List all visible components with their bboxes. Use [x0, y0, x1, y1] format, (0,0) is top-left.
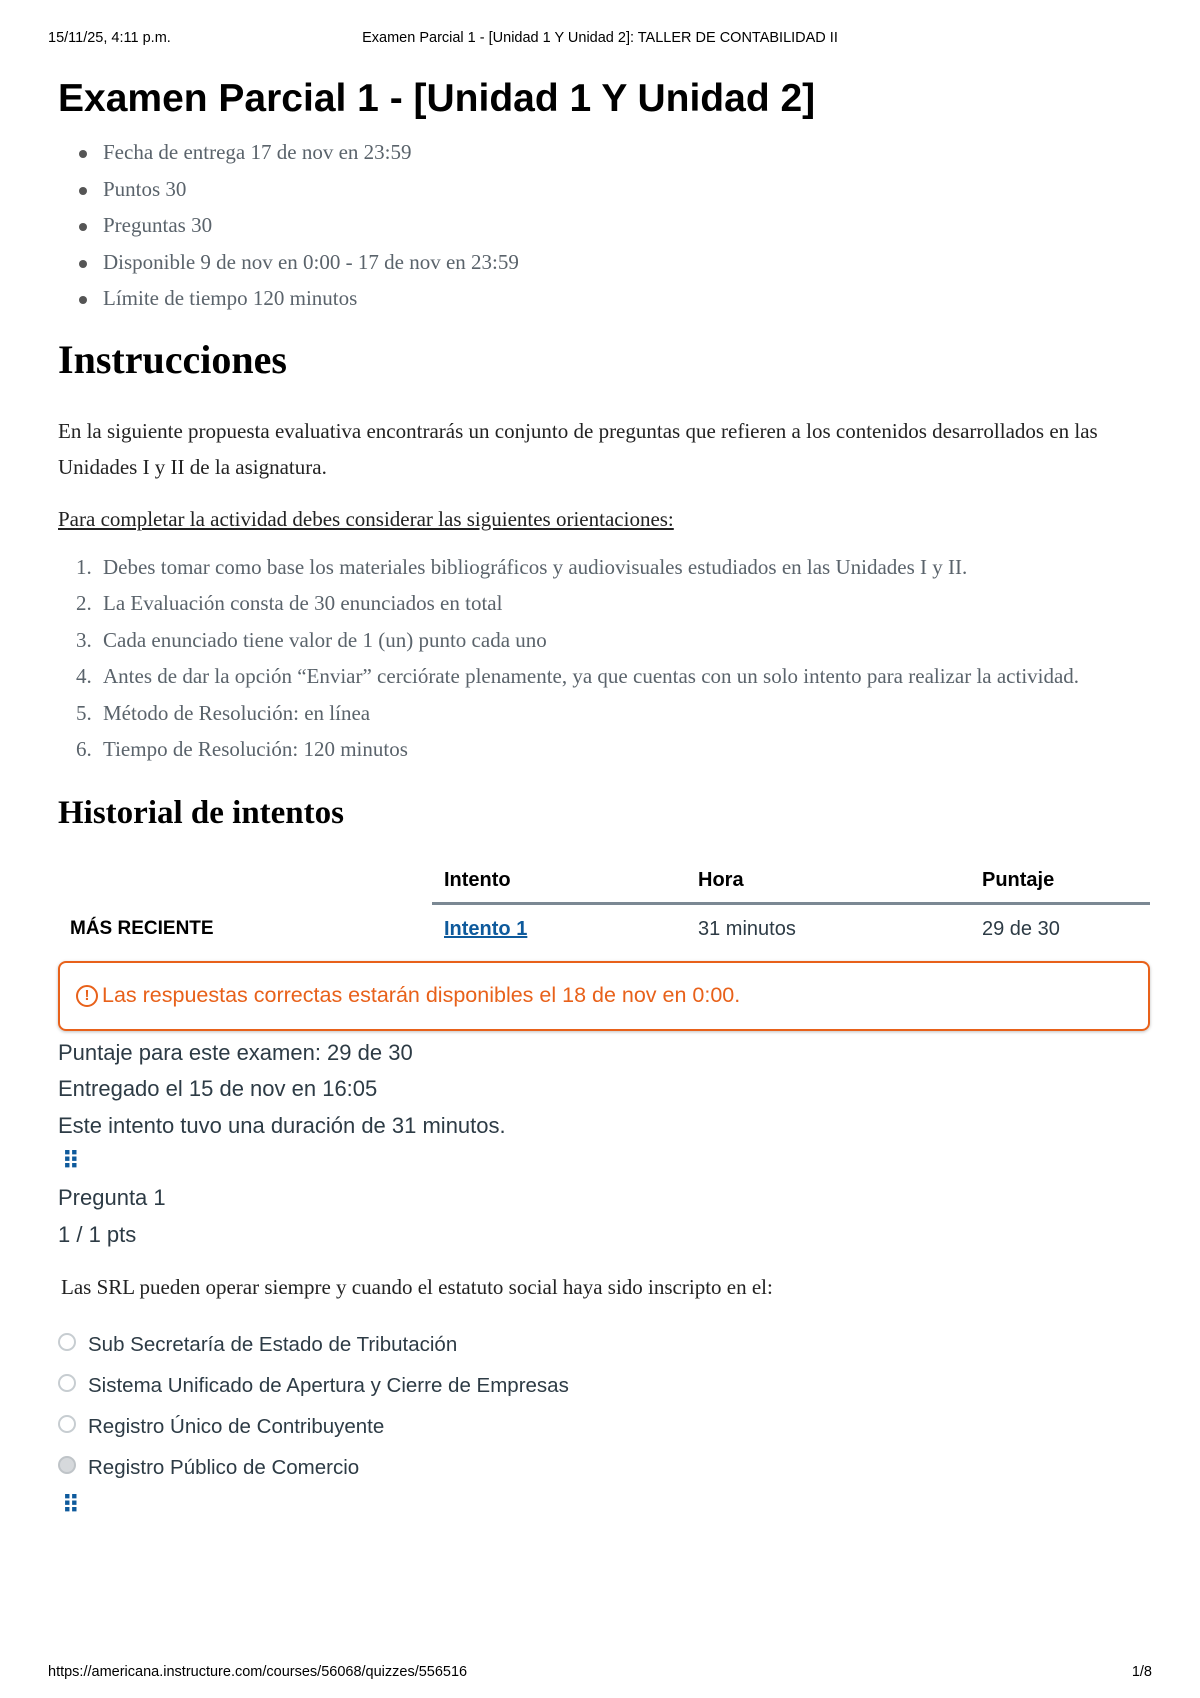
answer-text: Sub Secretaría de Estado de Tributación — [88, 1332, 458, 1356]
alert-text: Las respuestas correctas estarán disponibles el 18 de nov en 0:00. — [102, 983, 741, 1007]
quiz-title: Examen Parcial 1 - [Unidad 1 Y Unidad 2] — [58, 77, 816, 120]
table-row — [58, 903, 1150, 955]
question-points: 1 / 1 pts — [58, 1221, 137, 1247]
attempt-history-heading: Historial de intentos — [58, 794, 344, 831]
step-text: Tiempo de Resolución: 120 minutos — [103, 737, 408, 761]
step-text: Cada enunciado tiene valor de 1 (un) punto cada uno — [103, 627, 547, 652]
detail-questions: Preguntas 30 — [58, 207, 1150, 244]
score-cell: 29 de 30 — [982, 918, 1060, 940]
step-number: 6. — [76, 737, 92, 761]
step-text: Debes tomar como base los materiales bibliográficos y audiovisuales estudiados en las Unidades I y II. — [103, 554, 968, 579]
answer-text: Registro Público de Comercio — [88, 1455, 360, 1479]
step-number: 2. — [76, 591, 92, 615]
radio-button[interactable] — [58, 1415, 76, 1433]
step-item — [58, 731, 1150, 768]
answer-option[interactable] — [58, 1447, 1150, 1488]
drag-handle-icon[interactable]: ⠿ — [62, 1148, 79, 1175]
question-label: Pregunta 1 — [58, 1185, 166, 1210]
orientation-label: Para completar la actividad debes considerar las siguientes orientaciones: — [58, 506, 674, 531]
step-item — [58, 658, 1150, 695]
detail-points: Puntos 30 — [58, 171, 1150, 208]
column-header-time: Hora — [686, 860, 970, 904]
correct-answers-alert — [58, 961, 1150, 1031]
step-item — [58, 585, 1150, 622]
page-url: https://americana.instructure.com/courses/56068/quizzes/556516 — [48, 1664, 468, 1680]
submitted-summary: Entregado el 15 de nov en 16:05 — [58, 1076, 378, 1101]
step-item — [58, 622, 1150, 659]
radio-button[interactable] — [58, 1333, 76, 1351]
drag-handle-icon[interactable]: ⠿ — [62, 1492, 79, 1519]
answer-list — [58, 1324, 1150, 1488]
column-header-blank — [58, 860, 432, 904]
detail-available: Disponible 9 de nov en 0:00 - 17 de nov en 23:59 — [58, 244, 1150, 281]
attempt-link[interactable]: Intento 1 — [444, 918, 528, 940]
table-header-row — [58, 860, 1150, 904]
attempt-cell — [432, 903, 686, 955]
time-cell: 31 minutos — [698, 918, 796, 940]
step-item — [58, 695, 1150, 732]
attempt-history-table — [58, 860, 1150, 955]
most-recent-label: MÁS RECIENTE — [70, 917, 214, 939]
step-item — [58, 549, 1150, 586]
step-text: Antes de dar la opción “Enviar” cerciórate plenamente, ya que cuentas con un solo intento para realizar la actividad. — [103, 664, 1080, 688]
radio-button[interactable] — [58, 1374, 76, 1392]
instructions-heading: Instrucciones — [58, 336, 287, 382]
answer-text: Sistema Unificado de Apertura y Cierre de Empresas — [88, 1373, 569, 1397]
print-page-title: Examen Parcial 1 - [Unidad 1 Y Unidad 2]: TALLER DE CONTABILIDAD II — [362, 30, 838, 46]
instructions-intro: En la siguiente propuesta evaluativa encontrarás un conjunto de preguntas que refieren a los contenidos desarrollados en las Unidades I y II de la asignatura. — [58, 418, 1098, 479]
page-number: 1/8 — [1131, 1664, 1152, 1680]
quiz-details-list — [58, 134, 1150, 317]
question-text: Las SRL pueden operar siempre y cuando el estatuto social haya sido inscripto en el: — [61, 1275, 773, 1299]
answer-option[interactable] — [58, 1324, 1150, 1365]
detail-time-limit: Límite de tiempo 120 minutos — [58, 280, 1150, 317]
column-header-score: Puntaje — [970, 860, 1150, 904]
print-date: 15/11/25, 4:11 p.m. — [48, 30, 171, 46]
warning-icon: ! — [76, 985, 98, 1007]
step-text: Método de Resolución: en línea — [103, 700, 371, 725]
attempt-summary — [58, 1035, 1150, 1145]
column-header-attempt: Intento — [432, 860, 686, 904]
step-number: 4. — [76, 664, 92, 688]
detail-due-date: Fecha de entrega 17 de nov en 23:59 — [58, 134, 1150, 171]
quiz-page — [58, 72, 1150, 1524]
answer-option[interactable] — [58, 1406, 1150, 1447]
instructions-steps — [58, 549, 1150, 768]
score-summary: Puntaje para este examen: 29 de 30 — [58, 1039, 413, 1065]
answer-text: Registro Único de Contribuyente — [88, 1414, 385, 1438]
print-header — [48, 30, 1152, 50]
step-number: 3. — [76, 627, 92, 652]
step-number: 1. — [76, 554, 92, 579]
step-number: 5. — [76, 700, 92, 725]
step-text: La Evaluación consta de 30 enunciados en total — [103, 591, 503, 615]
print-footer — [48, 1664, 1152, 1684]
duration-summary: Este intento tuvo una duración de 31 minutos. — [58, 1112, 506, 1138]
answer-option[interactable] — [58, 1365, 1150, 1406]
radio-button-selected[interactable] — [58, 1456, 76, 1474]
